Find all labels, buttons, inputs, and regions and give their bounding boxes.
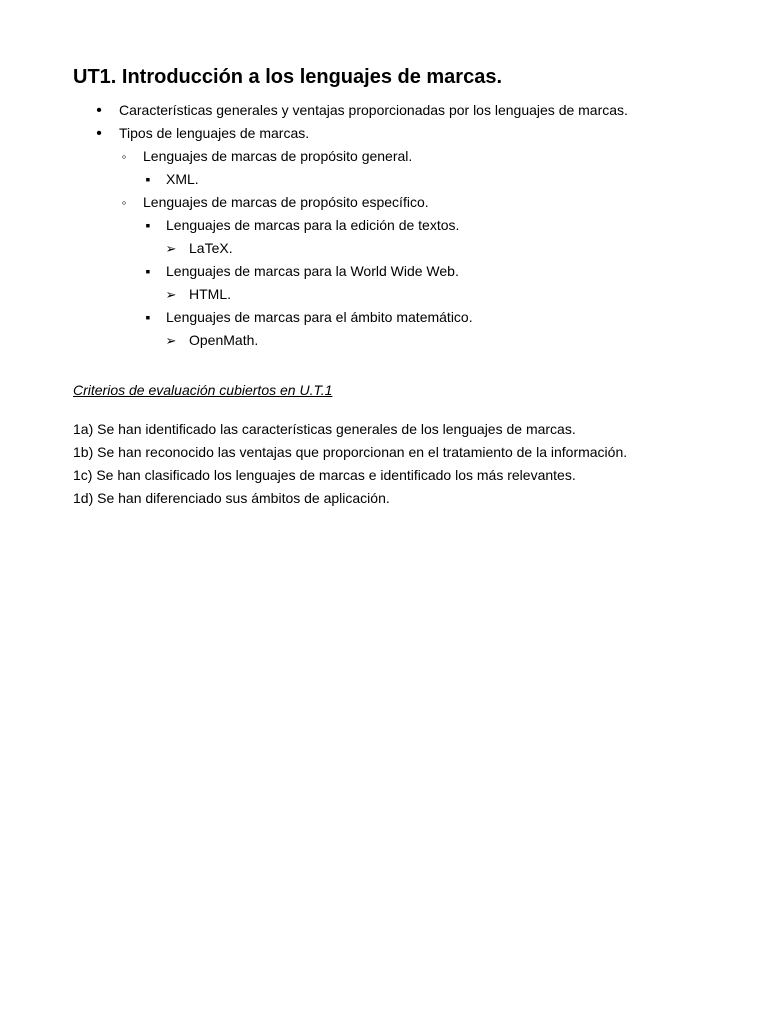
list-item-text: OpenMath. bbox=[189, 332, 259, 348]
arrow-bullet-icon bbox=[164, 330, 178, 350]
hollow-circle-bullet-icon bbox=[117, 146, 131, 166]
list-item-text: Lenguajes de marcas para la World Wide Web. bbox=[166, 263, 459, 279]
criteria-list bbox=[73, 419, 627, 511]
list-item-text: Características generales y ventajas proporcionadas por los lenguajes de marcas. bbox=[119, 102, 628, 118]
arrow-bullet-icon bbox=[164, 238, 178, 258]
list-item-text: Lenguajes de marcas de propósito específico. bbox=[143, 194, 429, 210]
list-item-text: HTML. bbox=[189, 286, 231, 302]
criterion-item: 1c) Se han clasificado los lenguajes de marcas e identificado los más relevantes. bbox=[73, 467, 576, 483]
list-item-text: Lenguajes de marcas para la edición de textos. bbox=[166, 217, 460, 233]
criterion-item: 1d) Se han diferenciado sus ámbitos de aplicación. bbox=[73, 490, 390, 506]
document-title: UT1. Introducción a los lenguajes de marcas. bbox=[73, 66, 503, 88]
criteria-heading: Criterios de evaluación cubiertos en U.T.1 bbox=[73, 382, 333, 398]
list-item-text: XML. bbox=[166, 171, 199, 187]
list-item-text: LaTeX. bbox=[189, 240, 233, 256]
list-item-text: Lenguajes de marcas para el ámbito matemático. bbox=[166, 309, 473, 325]
arrow-bullet-icon bbox=[164, 284, 178, 304]
list-item-text: Lenguajes de marcas de propósito general. bbox=[143, 148, 413, 164]
square-bullet-icon bbox=[141, 307, 155, 327]
square-bullet-icon bbox=[141, 261, 155, 281]
hollow-circle-bullet-icon bbox=[117, 192, 131, 212]
list-item-text: Tipos de lenguajes de marcas. bbox=[119, 125, 310, 141]
criterion-item: 1a) Se han identificado las características generales de los lenguajes de marcas. bbox=[73, 421, 576, 437]
bullet-icon bbox=[92, 100, 106, 120]
bullet-icon bbox=[92, 123, 106, 143]
criterion-item: 1b) Se han reconocido las ventajas que proporcionan en el tratamiento de la información. bbox=[73, 444, 628, 460]
square-bullet-icon bbox=[141, 215, 155, 235]
square-bullet-icon bbox=[141, 169, 155, 189]
